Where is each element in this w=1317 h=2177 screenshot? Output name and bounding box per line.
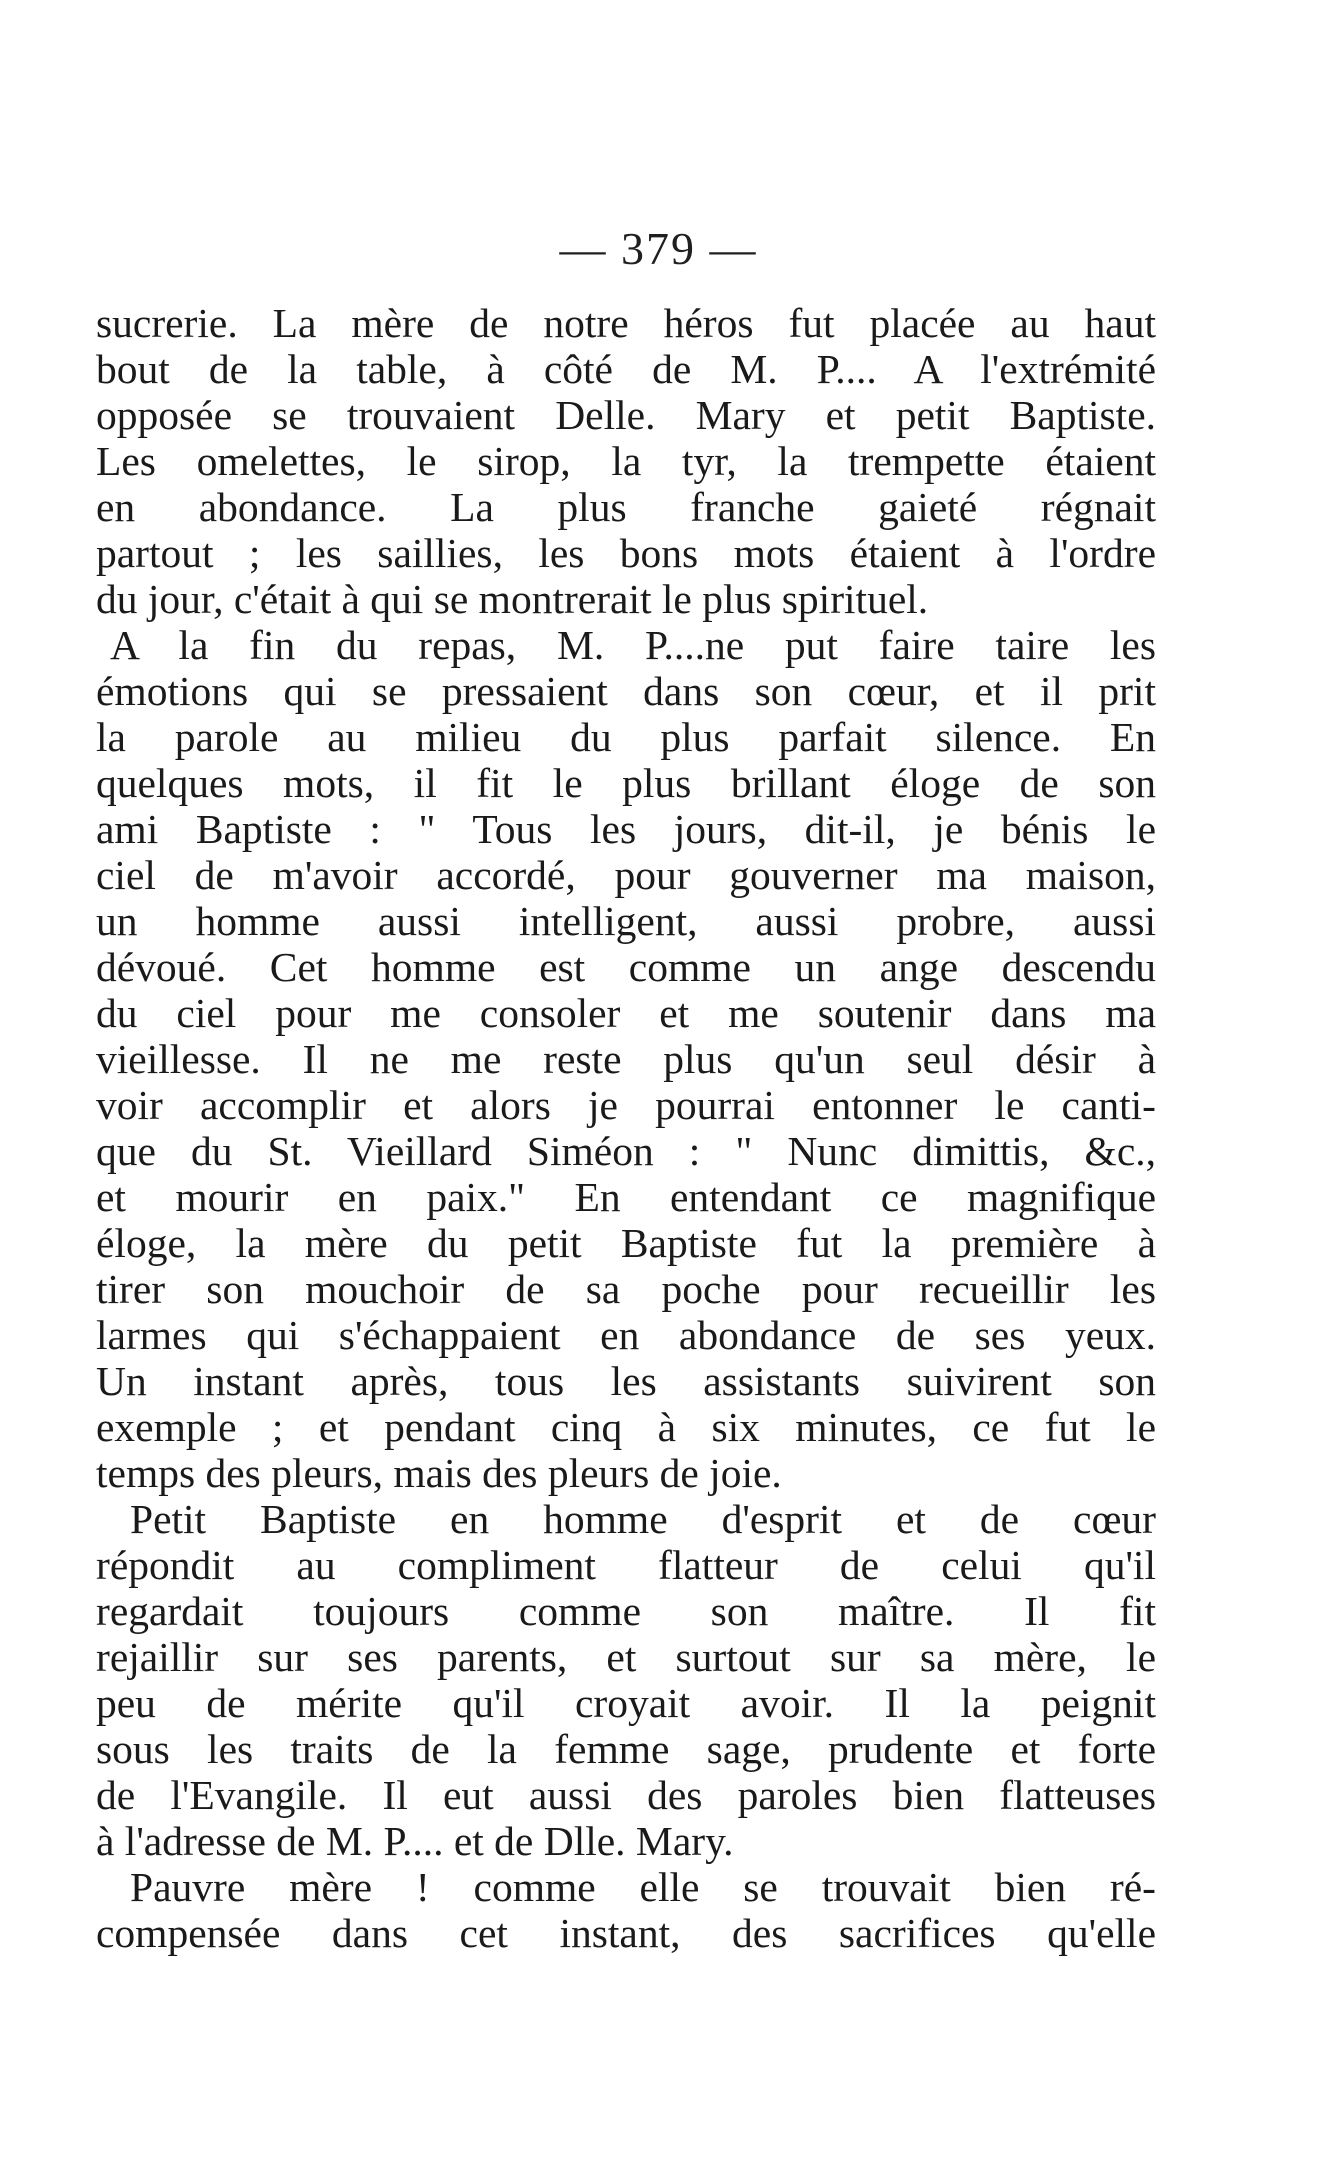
text-line: dévoué. Cet homme est comme un ange descendu — [96, 944, 1156, 990]
text-line: voir accomplir et alors je pourrai entonner le canti- — [96, 1082, 1156, 1128]
text-line: sucrerie. La mère de notre héros fut placée au haut — [96, 300, 1156, 346]
text-line: ciel de m'avoir accordé, pour gouverner ma maison, — [96, 852, 1156, 898]
text-line: en abondance. La plus franche gaieté régnait — [96, 484, 1156, 530]
text-line: peu de mérite qu'il croyait avoir. Il la peignit — [96, 1680, 1156, 1726]
text-line: répondit au compliment flatteur de celui qu'il — [96, 1542, 1156, 1588]
text-line: Un instant après, tous les assistants suivirent son — [96, 1358, 1156, 1404]
text-line: Pauvre mère ! comme elle se trouvait bien ré- — [130, 1864, 1156, 1910]
text-line: un homme aussi intelligent, aussi probre, aussi — [96, 898, 1156, 944]
text-line: quelques mots, il fit le plus brillant éloge de son — [96, 760, 1156, 806]
text-line: du jour, c'était à qui se montrerait le plus spirituel. — [96, 576, 929, 622]
text-line: la parole au milieu du plus parfait silence. En — [96, 714, 1156, 760]
text-line: et mourir en paix." En entendant ce magnifique — [96, 1174, 1156, 1220]
text-line: Les omelettes, le sirop, la tyr, la trempette étaient — [96, 438, 1156, 484]
text-line: éloge, la mère du petit Baptiste fut la première à — [96, 1220, 1156, 1266]
text-line: de l'Evangile. Il eut aussi des paroles bien flatteuses — [96, 1772, 1156, 1818]
text-line: bout de la table, à côté de M. P.... A l'extrémité — [96, 346, 1156, 392]
body-text — [96, 300, 1156, 1956]
page-number: — 379 — — [559, 223, 758, 274]
text-line: compensée dans cet instant, des sacrifices qu'elle — [96, 1910, 1156, 1956]
text-line: regardait toujours comme son maître. Il fit — [96, 1588, 1156, 1634]
text-line: partout ; les saillies, les bons mots étaient à l'ordre — [96, 530, 1156, 576]
text-line: exemple ; et pendant cinq à six minutes, ce fut le — [96, 1404, 1156, 1450]
text-line: du ciel pour me consoler et me soutenir dans ma — [96, 990, 1156, 1036]
text-line: Petit Baptiste en homme d'esprit et de cœur — [130, 1496, 1156, 1542]
text-line: rejaillir sur ses parents, et surtout sur sa mère, le — [96, 1634, 1156, 1680]
text-line: temps des pleurs, mais des pleurs de joie. — [96, 1450, 782, 1496]
text-line: opposée se trouvaient Delle. Mary et petit Baptiste. — [96, 392, 1156, 438]
text-line: ami Baptiste : " Tous les jours, dit-il, je bénis le — [96, 806, 1156, 852]
text-line: A la fin du repas, M. P....ne put faire taire les — [110, 622, 1156, 668]
text-line: à l'adresse de M. P.... et de Dlle. Mary. — [96, 1818, 734, 1864]
text-line: vieillesse. Il ne me reste plus qu'un seul désir à — [96, 1036, 1156, 1082]
text-line: larmes qui s'échappaient en abondance de ses yeux. — [96, 1312, 1156, 1358]
text-line: sous les traits de la femme sage, prudente et forte — [96, 1726, 1156, 1772]
text-line: tirer son mouchoir de sa poche pour recueillir les — [96, 1266, 1156, 1312]
text-line: émotions qui se pressaient dans son cœur, et il prit — [96, 668, 1156, 714]
text-line: que du St. Vieillard Siméon : " Nunc dimittis, &c., — [96, 1128, 1156, 1174]
